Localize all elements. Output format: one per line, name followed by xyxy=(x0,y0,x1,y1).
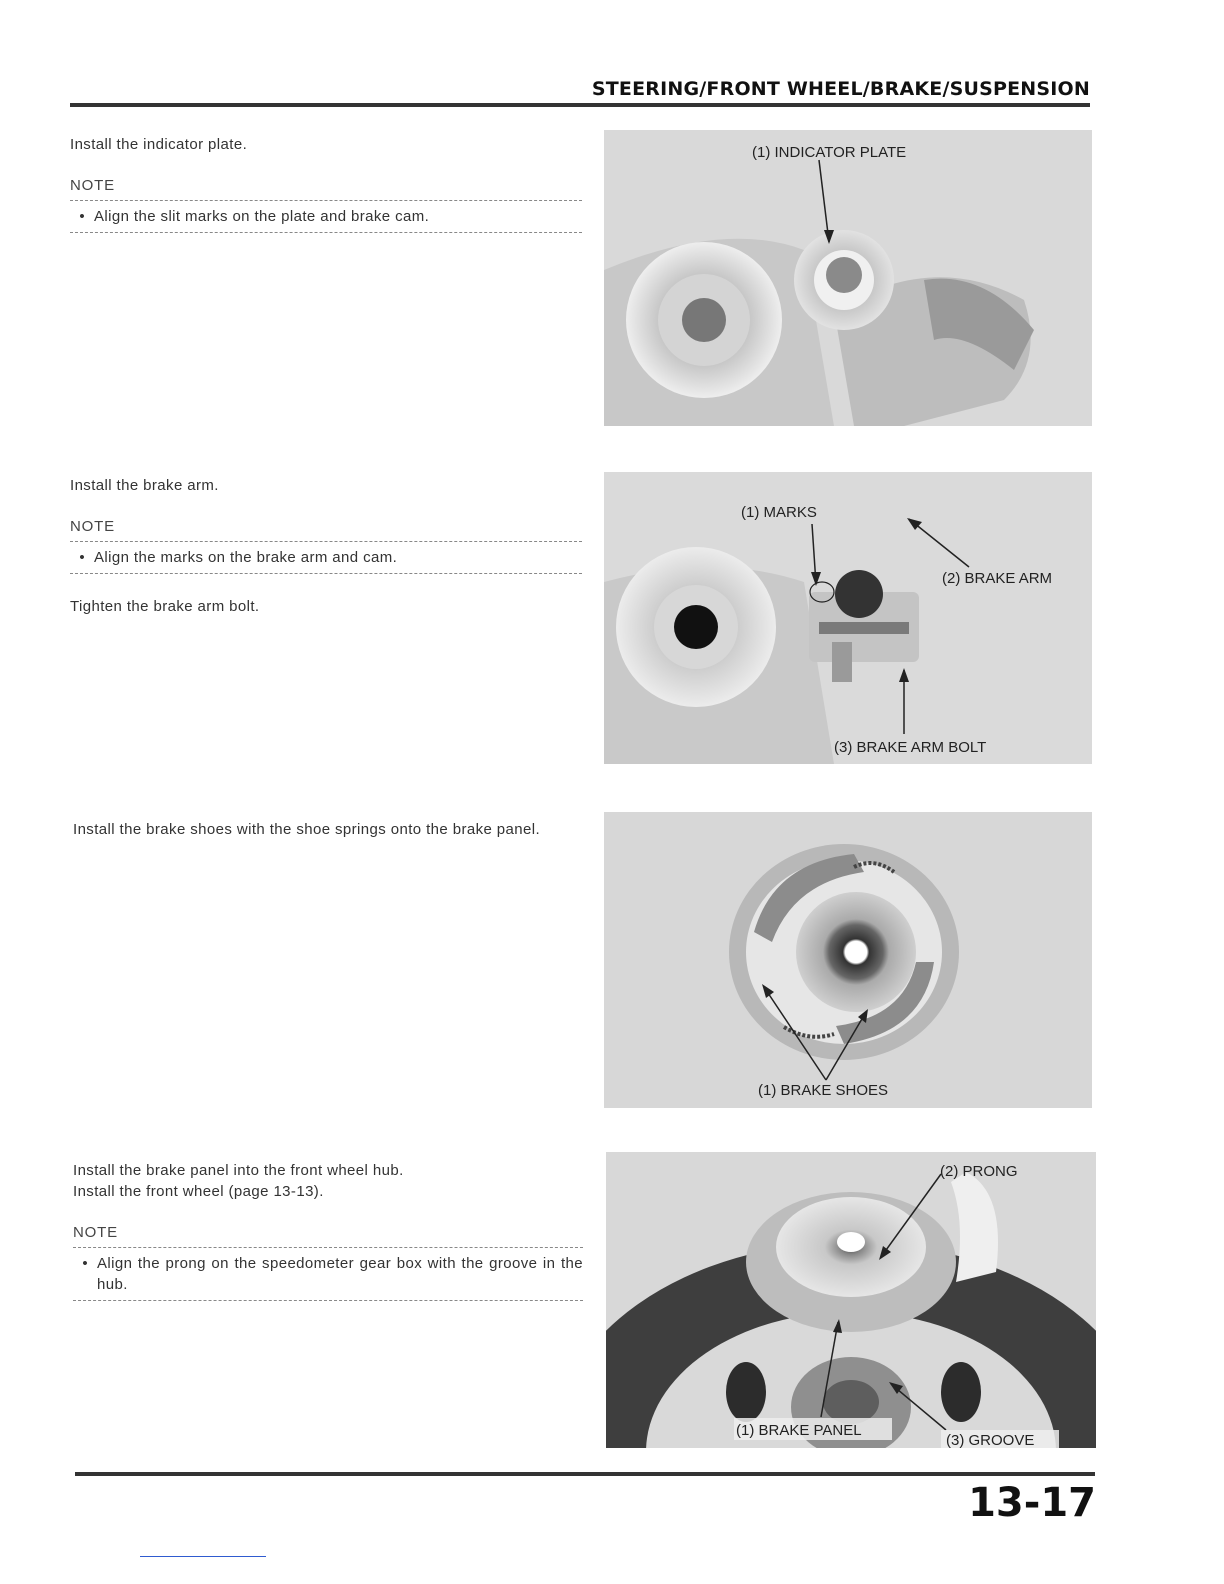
callout-brake-shoes: (1) BRAKE SHOES xyxy=(758,1082,889,1099)
page-number: 13-17 xyxy=(968,1480,1096,1526)
note-item xyxy=(70,206,582,227)
section-brake-shoes xyxy=(73,819,583,840)
note-box xyxy=(70,541,582,574)
bullet: • xyxy=(79,208,85,225)
instruction-text: Install the indicator plate. xyxy=(70,136,248,153)
bullet: • xyxy=(82,1255,88,1272)
callout-groove: (3) GROOVE xyxy=(946,1432,1035,1448)
callout-indicator-plate: (1) INDICATOR PLATE xyxy=(752,144,907,161)
note-item xyxy=(73,1253,583,1295)
callout-brake-arm: (2) BRAKE ARM xyxy=(942,570,1053,587)
header-rule xyxy=(70,103,1090,107)
note-box xyxy=(70,200,582,233)
figure-brake-panel xyxy=(606,1152,1096,1448)
callout-marks: (1) MARKS xyxy=(741,504,817,521)
figure-brake-shoes xyxy=(604,812,1092,1108)
section-brake-panel xyxy=(73,1160,583,1301)
note-text: Align the marks on the brake arm and cam. xyxy=(94,549,398,566)
note-text: Align the prong on the speedometer gear box with the groove in the hub. xyxy=(97,1255,583,1293)
instruction-text: Install the brake panel into the front wheel hub. xyxy=(73,1162,404,1179)
instruction-text: Install the brake arm. xyxy=(70,477,219,494)
figure-brake-arm xyxy=(604,472,1092,764)
instruction-text: Tighten the brake arm bolt. xyxy=(70,598,260,615)
note-item xyxy=(70,547,582,568)
scan-artifact-line xyxy=(140,1556,266,1557)
note-label: NOTE xyxy=(73,1224,118,1241)
bullet: • xyxy=(79,549,85,566)
page-header-title: STEERING/FRONT WHEEL/BRAKE/SUSPENSION xyxy=(591,78,1090,100)
note-text: Align the slit marks on the plate and brake cam. xyxy=(94,208,430,225)
note-box xyxy=(73,1247,583,1301)
callout-brake-arm-bolt: (3) BRAKE ARM BOLT xyxy=(834,739,987,756)
section-brake-arm xyxy=(70,475,582,617)
footer-rule xyxy=(75,1472,1095,1476)
figure-indicator-plate xyxy=(604,130,1092,426)
instruction-text: Install the front wheel (page 13-13). xyxy=(73,1183,324,1200)
note-label: NOTE xyxy=(70,177,115,194)
callout-brake-panel: (1) BRAKE PANEL xyxy=(736,1422,862,1439)
note-label: NOTE xyxy=(70,518,115,535)
section-indicator-plate xyxy=(70,134,582,233)
instruction-text: Install the brake shoes with the shoe springs onto the brake panel. xyxy=(73,821,541,838)
callout-prong: (2) PRONG xyxy=(940,1163,1018,1180)
